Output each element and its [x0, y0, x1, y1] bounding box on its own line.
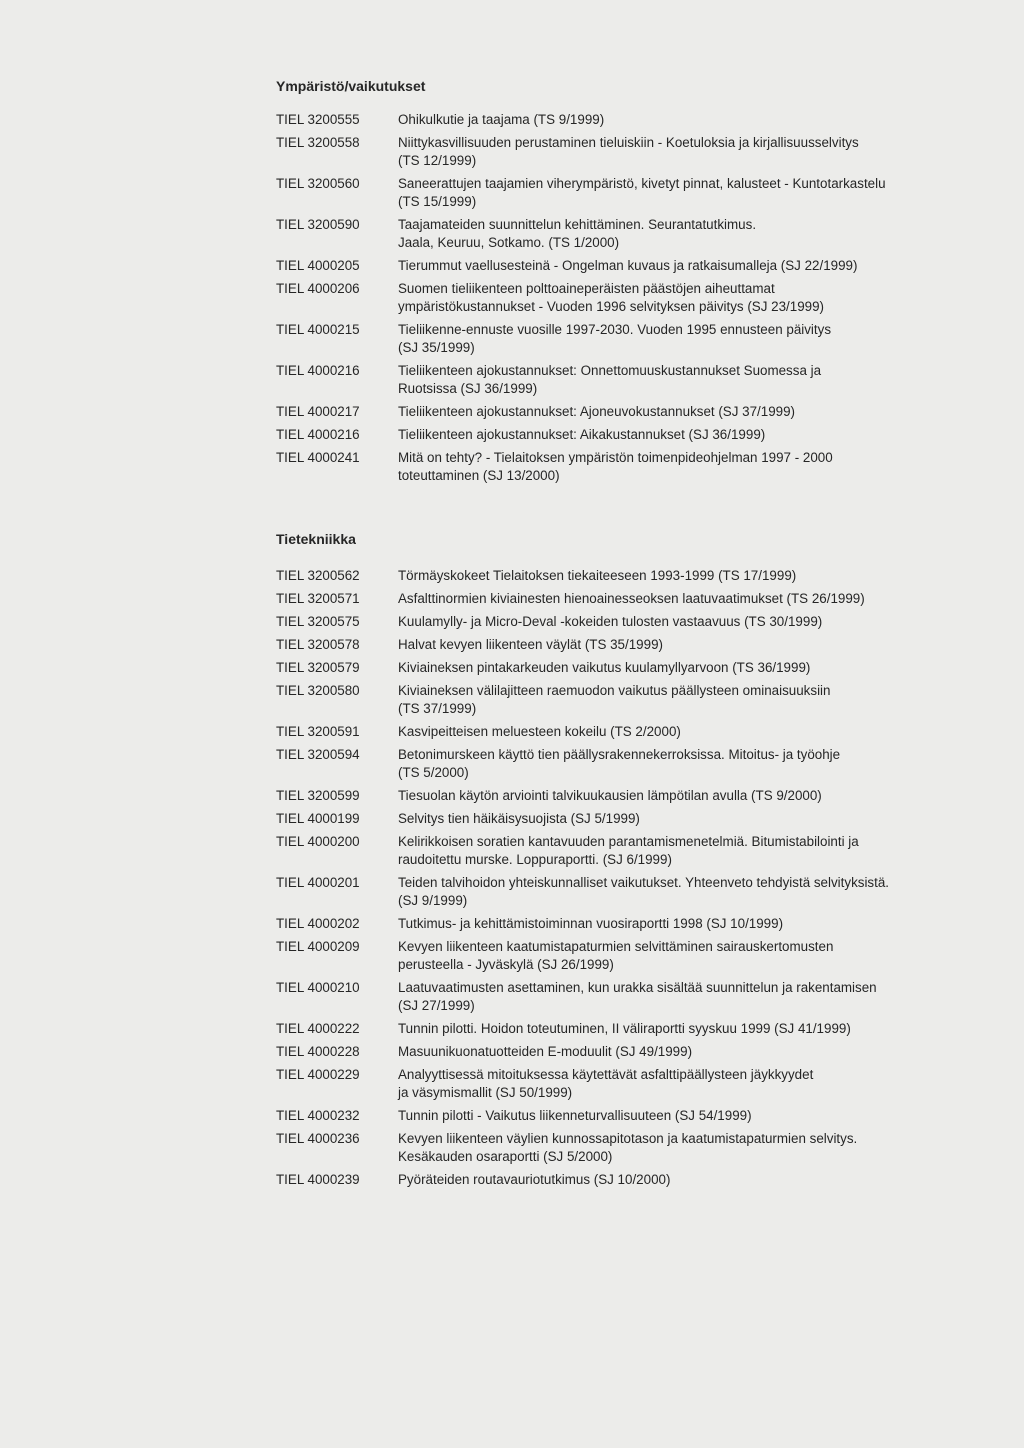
- publication-title: Asfalttinormien kiviainesten hienoainesseoksen laatuvaatimukset (TS 26/1999): [398, 591, 865, 606]
- publication-title: Tunnin pilotti - Vaikutus liikenneturvallisuuteen (SJ 54/1999): [398, 1108, 752, 1123]
- publication-entry: [276, 111, 988, 129]
- publication-code: TIEL 4000239: [276, 1172, 360, 1187]
- publication-code: TIEL 3200579: [276, 660, 360, 675]
- publication-code: TIEL 4000228: [276, 1044, 360, 1059]
- publication-entry: [276, 723, 988, 741]
- publication-code: TIEL 4000201: [276, 875, 360, 890]
- publication-title: Taajamateiden suunnittelun kehittäminen. Seurantatutkimus. Jaala, Keuruu, Sotkamo. (TS 1/2000): [398, 217, 757, 250]
- publication-title: Tunnin pilotti. Hoidon toteutuminen, II väliraportti syyskuu 1999 (SJ 41/1999): [398, 1021, 851, 1036]
- publication-title: Teiden talvihoidon yhteiskunnalliset vaikutukset. Yhteenveto tehdyistä selvityksistä. (SJ 9/1999): [398, 875, 890, 908]
- publication-title: Ohikulkutie ja taajama (TS 9/1999): [398, 112, 605, 127]
- section-heading: Tietekniikka: [276, 531, 356, 547]
- publication-title: Kasvipeitteisen meluesteen kokeilu (TS 2/2000): [398, 724, 681, 739]
- publication-code: TIEL 4000222: [276, 1021, 360, 1036]
- publication-title: Kiviaineksen välilajitteen raemuodon vaikutus päällysteen ominaisuuksiin (TS 37/1999): [398, 683, 831, 716]
- publication-title: Kevyen liikenteen väylien kunnossapitotason ja kaatumistapaturmien selvitys. Kesäkauden osaraportti (SJ 5/2000): [398, 1131, 858, 1164]
- publication-entry: [276, 426, 988, 444]
- publication-code: TIEL 4000205: [276, 258, 360, 273]
- publication-code: TIEL 4000200: [276, 834, 360, 849]
- publication-entry: [276, 746, 988, 782]
- publication-entry: [276, 1107, 988, 1125]
- publication-title: Suomen tieliikenteen polttoaineperäisten päästöjen aiheuttamat ympäristökustannukset - Vuoden 1996 selvityksen päivitys (SJ 23/1999): [398, 281, 824, 314]
- section-tietekniikka: [276, 531, 988, 1189]
- publication-entry: [276, 1043, 988, 1061]
- publication-title: Pyöräteiden routavauriotutkimus (SJ 10/2000): [398, 1172, 671, 1187]
- publication-title: Törmäyskokeet Tielaitoksen tiekaiteeseen 1993-1999 (TS 17/1999): [398, 568, 797, 583]
- publication-entry: [276, 874, 988, 910]
- publication-code: TIEL 4000215: [276, 322, 360, 337]
- publication-code: TIEL 4000229: [276, 1067, 360, 1082]
- publication-entry: [276, 915, 988, 933]
- publication-code: TIEL 3200599: [276, 788, 360, 803]
- publication-code: TIEL 3200560: [276, 176, 360, 191]
- publication-title: Kuulamylly- ja Micro-Deval -kokeiden tulosten vastaavuus (TS 30/1999): [398, 614, 823, 629]
- publication-entry: [276, 636, 988, 654]
- publication-code: TIEL 4000241: [276, 450, 360, 465]
- publication-title: Kiviaineksen pintakarkeuden vaikutus kuulamyllyarvoon (TS 36/1999): [398, 660, 811, 675]
- publication-code: TIEL 3200571: [276, 591, 360, 606]
- publication-entry: [276, 1171, 988, 1189]
- publication-code: TIEL 3200575: [276, 614, 360, 629]
- publication-code: TIEL 4000236: [276, 1131, 360, 1146]
- publication-title: Saneerattujen taajamien viherympäristö, kivetyt pinnat, kalusteet - Kuntotarkastelu (TS 15/1999): [398, 176, 886, 209]
- publication-title: Tieliikenteen ajokustannukset: Onnettomuuskustannukset Suomessa ja Ruotsissa (SJ 36/1999): [398, 363, 822, 396]
- publication-entry: [276, 1020, 988, 1038]
- publication-entry: [276, 362, 988, 398]
- publication-entry: [276, 1066, 988, 1102]
- publication-title: Masuunikuonatuotteiden E-moduulit (SJ 49/1999): [398, 1044, 693, 1059]
- publication-code: TIEL 4000202: [276, 916, 360, 931]
- publication-title: Mitä on tehty? - Tielaitoksen ympäristön toimenpideohjelman 1997 - 2000 toteuttaminen (SJ 13/2000): [398, 450, 833, 483]
- publication-code: TIEL 3200558: [276, 135, 360, 150]
- publication-entry: [276, 216, 988, 252]
- section-heading: Ympäristö/vaikutukset: [276, 78, 426, 94]
- publication-title: Halvat kevyen liikenteen väylät (TS 35/1999): [398, 637, 663, 652]
- publication-entry: [276, 659, 988, 677]
- publication-code: TIEL 4000216: [276, 363, 360, 378]
- publication-entry: [276, 175, 988, 211]
- publication-title: Tieliikenteen ajokustannukset: Aikakustannukset (SJ 36/1999): [398, 427, 766, 442]
- publication-entry: [276, 787, 988, 805]
- publication-code: TIEL 3200594: [276, 747, 360, 762]
- publication-code: TIEL 3200555: [276, 112, 360, 127]
- publication-title: Tierummut vaellusesteinä - Ongelman kuvaus ja ratkaisumalleja (SJ 22/1999): [398, 258, 858, 273]
- publication-code: TIEL 3200591: [276, 724, 360, 739]
- publication-title: Laatuvaatimusten asettaminen, kun urakka sisältää suunnittelun ja rakentamisen (SJ 27/1999): [398, 980, 877, 1013]
- publication-entry: [276, 613, 988, 631]
- publication-code: TIEL 4000210: [276, 980, 360, 995]
- publication-title: Tutkimus- ja kehittämistoiminnan vuosiraportti 1998 (SJ 10/1999): [398, 916, 784, 931]
- publication-entry: [276, 321, 988, 357]
- publication-entry: [276, 979, 988, 1015]
- publication-entry: [276, 134, 988, 170]
- publication-code: TIEL 3200580: [276, 683, 360, 698]
- publication-list: [276, 78, 988, 1194]
- publication-entry: [276, 567, 988, 585]
- publication-entry: [276, 810, 988, 828]
- entry-list: [276, 111, 988, 485]
- publication-title: Tieliikenteen ajokustannukset: Ajoneuvokustannukset (SJ 37/1999): [398, 404, 796, 419]
- publication-title: Kelirikkoisen soratien kantavuuden parantamismenetelmiä. Bitumistabilointi ja raudoitettu murske. Loppuraportti. (SJ 6/1999): [398, 834, 859, 867]
- publication-entry: [276, 403, 988, 421]
- publication-title: Analyyttisessä mitoituksessa käytettävät asfalttipäällysteen jäykkyydet ja väsymismallit (SJ 50/1999): [398, 1067, 814, 1100]
- publication-code: TIEL 3200578: [276, 637, 360, 652]
- publication-entry: [276, 590, 988, 608]
- publication-code: TIEL 4000217: [276, 404, 360, 419]
- publication-entry: [276, 449, 988, 485]
- publication-code: TIEL 3200590: [276, 217, 360, 232]
- publication-title: Selvitys tien häikäisysuojista (SJ 5/1999): [398, 811, 640, 826]
- publication-title: Niittykasvillisuuden perustaminen tieluiskiin - Koetuloksia ja kirjallisuusselvitys (TS 12/1999): [398, 135, 859, 168]
- publication-code: TIEL 4000216: [276, 427, 360, 442]
- publication-entry: [276, 938, 988, 974]
- publication-entry: [276, 682, 988, 718]
- entry-list: [276, 567, 988, 1189]
- publication-title: Tieliikenne-ennuste vuosille 1997-2030. Vuoden 1995 ennusteen päivitys (SJ 35/1999): [398, 322, 832, 355]
- publication-entry: [276, 280, 988, 316]
- publication-code: TIEL 4000199: [276, 811, 360, 826]
- publication-entry: [276, 257, 988, 275]
- publication-code: TIEL 4000209: [276, 939, 360, 954]
- publication-code: TIEL 4000206: [276, 281, 360, 296]
- publication-title: Betonimurskeen käyttö tien päällysrakennekerroksissa. Mitoitus- ja työohje (TS 5/2000): [398, 747, 841, 780]
- section-ymparisto-vaikutukset: [276, 78, 988, 485]
- publication-code: TIEL 3200562: [276, 568, 360, 583]
- publication-title: Kevyen liikenteen kaatumistapaturmien selvittäminen sairauskertomusten perusteella - Jyväskylä (SJ 26/1999): [398, 939, 834, 972]
- publication-title: Tiesuolan käytön arviointi talvikuukausien lämpötilan avulla (TS 9/2000): [398, 788, 822, 803]
- publication-entry: [276, 833, 988, 869]
- publication-entry: [276, 1130, 988, 1166]
- publication-code: TIEL 4000232: [276, 1108, 360, 1123]
